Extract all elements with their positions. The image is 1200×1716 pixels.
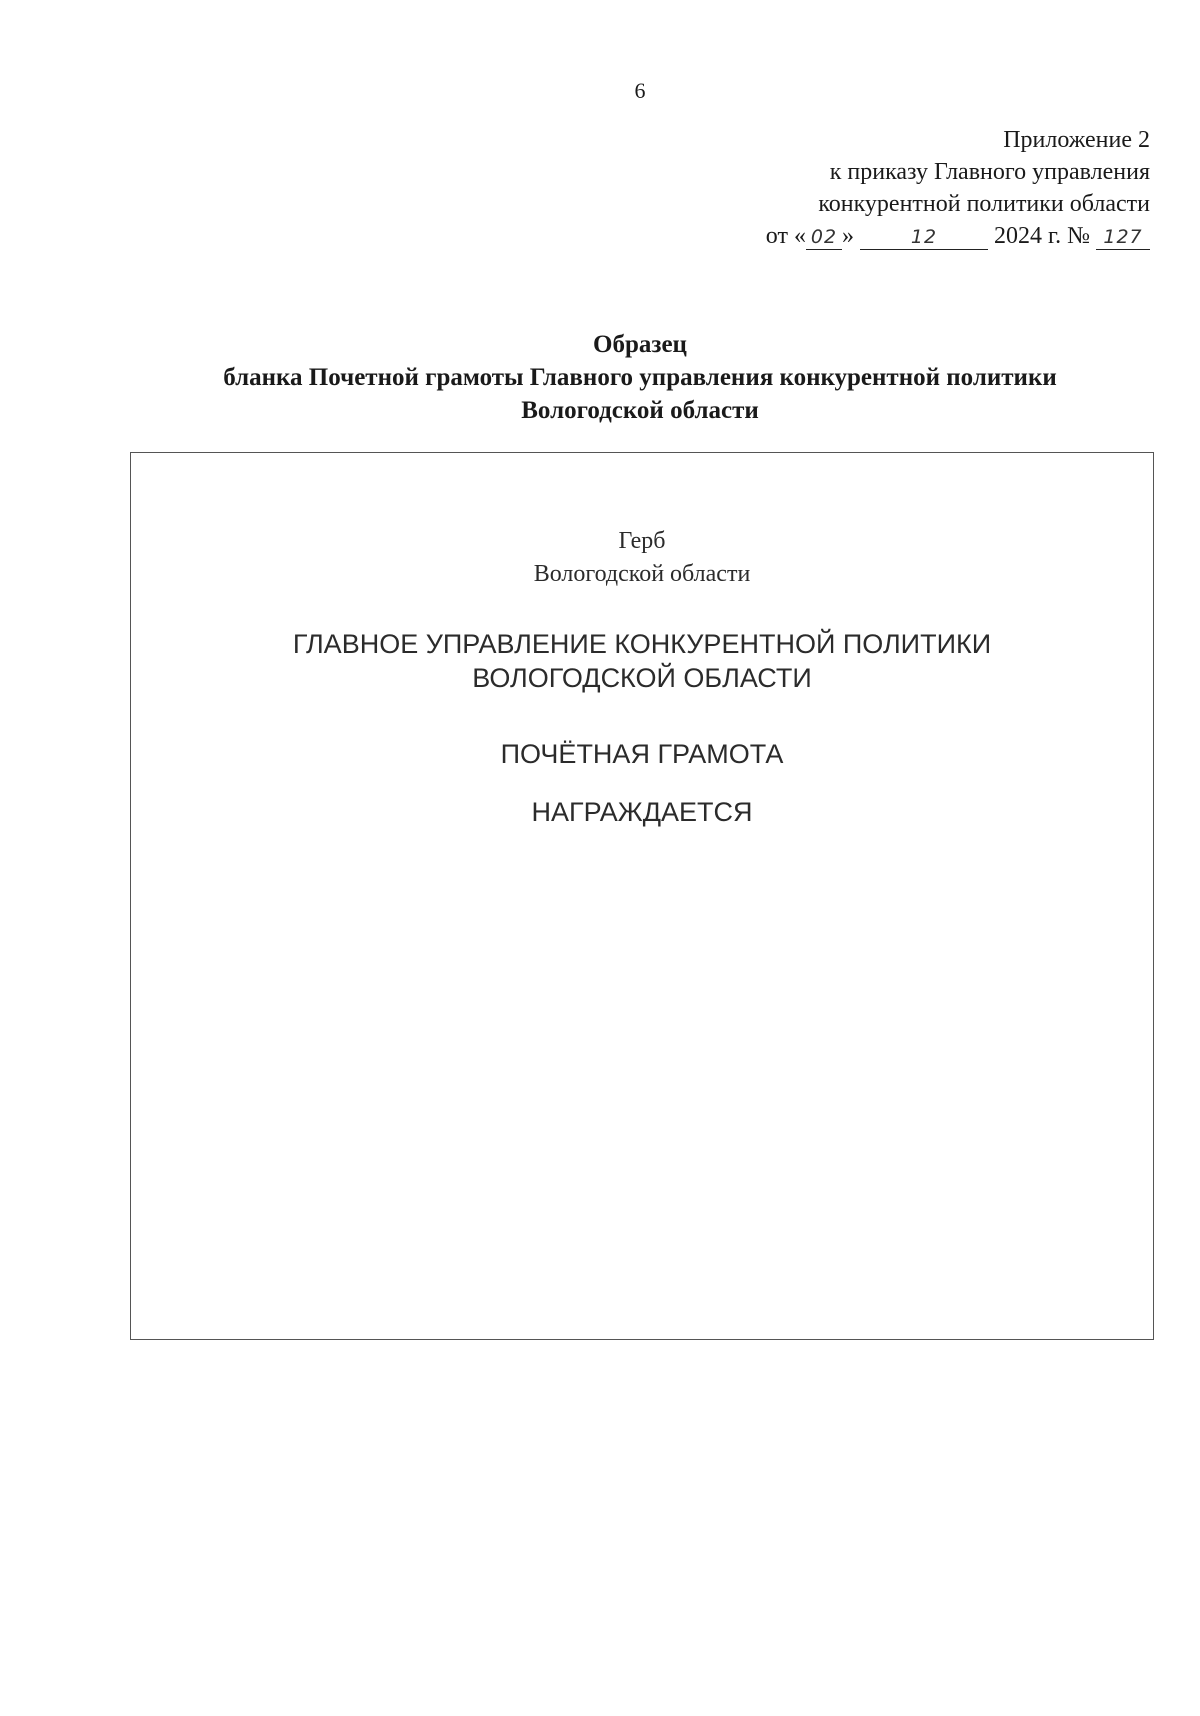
diploma-form-frame	[130, 452, 1154, 1340]
coat-of-arms-line1: Герб	[618, 528, 666, 554]
appendix-block	[590, 124, 1150, 252]
date-year: 2024 г. №	[993, 223, 1090, 249]
authority-name	[131, 627, 1153, 695]
document-kind: ПОЧЁТНАЯ ГРАМОТА	[500, 739, 784, 769]
coat-of-arms-placeholder	[131, 525, 1153, 591]
date-quote-close: »	[841, 223, 854, 249]
date-prefix: от «	[765, 223, 806, 249]
appendix-title: Приложение 2	[1003, 127, 1150, 153]
handwritten-order-number: 127	[1096, 225, 1150, 250]
sample-title-line3: Вологодской области	[521, 397, 759, 424]
handwritten-day: 02	[806, 225, 842, 250]
sample-title-line2: бланка Почетной грамоты Главного управления конкурентной политики	[223, 364, 1057, 391]
awarded-label: НАГРАЖДАЕТСЯ	[531, 797, 753, 827]
handwritten-month: 12	[860, 225, 988, 250]
appendix-order-ref: к приказу Главного управления	[829, 159, 1150, 185]
authority-name-line1: ГЛАВНОЕ УПРАВЛЕНИЕ КОНКУРЕНТНОЙ ПОЛИТИКИ	[292, 629, 992, 659]
diploma-content	[131, 525, 1153, 829]
sample-title	[0, 328, 1200, 427]
page-number: 6	[634, 78, 646, 103]
authority-name-line2: ВОЛОГОДСКОЙ ОБЛАСТИ	[472, 663, 812, 693]
appendix-authority: конкурентной политики области	[818, 191, 1150, 217]
sample-title-line1: Образец	[593, 331, 687, 358]
coat-of-arms-line2: Вологодской области	[533, 561, 751, 587]
appendix-date-line	[590, 220, 1150, 252]
